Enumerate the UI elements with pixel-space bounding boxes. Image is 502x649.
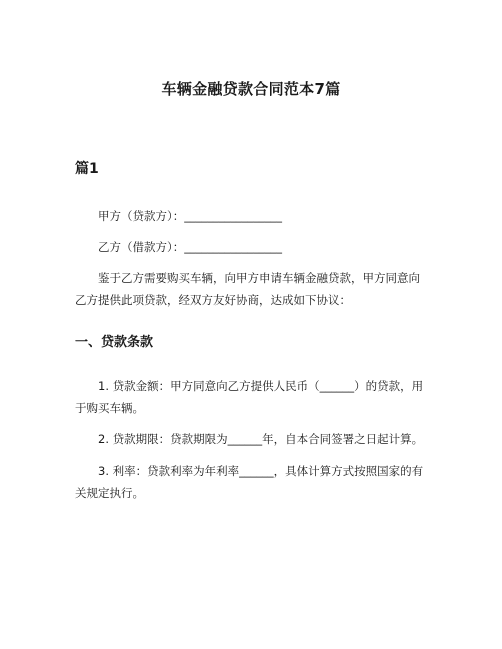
clause-item: 3. 利率：贷款利率为年利率______，具体计算方式按照国家的有关规定执行。 [75,464,424,500]
clause-heading: 一、贷款条款 [75,335,154,350]
intro-paragraph: 鉴于乙方需要购买车辆，向甲方申请车辆金融贷款，甲方同意向乙方提供此项贷款，经双方友好协商，达成如下协议： [75,271,420,307]
party-a-line: 甲方（贷款方）：_________________ [98,209,282,223]
clause-item: 1. 贷款金额：甲方同意向乙方提供人民币（______）的贷款，用于购买车辆。 [75,379,424,415]
clause-item: 2. 贷款期限：贷款期限为______年，自本合同签署之日起计算。 [98,432,424,446]
party-b-line: 乙方（借款方）：_________________ [98,240,282,254]
document-title: 车辆金融贷款合同范本7篇 [161,80,341,98]
section-heading: 篇1 [75,161,99,177]
